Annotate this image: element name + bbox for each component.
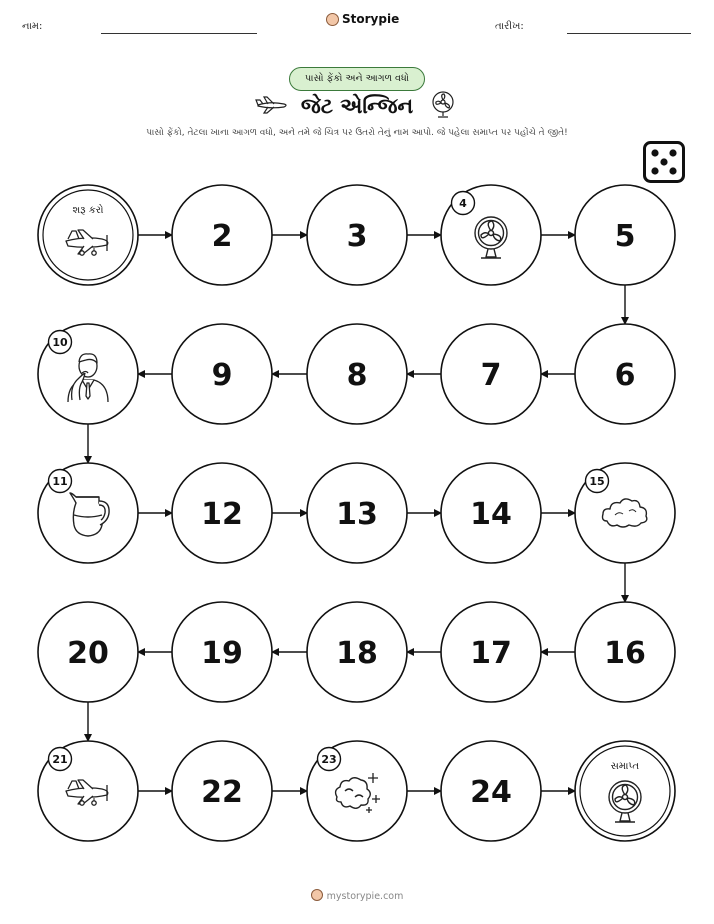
finish-label: સમાપ્ત — [610, 761, 640, 772]
board-cell-8[interactable] — [307, 324, 407, 424]
board-cell-15[interactable] — [575, 463, 675, 563]
cell-number: 10 — [52, 336, 68, 349]
board-cell-23[interactable] — [307, 741, 407, 841]
name-label: નામ: — [22, 21, 43, 32]
board-cell-25[interactable] — [575, 741, 675, 841]
cell-number: 16 — [604, 636, 646, 671]
cell-number: 14 — [470, 497, 512, 532]
board-cell-18[interactable] — [307, 602, 407, 702]
cell-number: 18 — [336, 636, 378, 671]
cell-number: 12 — [201, 497, 243, 532]
cell-number: 8 — [346, 358, 368, 393]
board-cell-20[interactable] — [38, 602, 138, 702]
brand-name: Storypie — [342, 12, 400, 26]
cell-number: 7 — [480, 358, 502, 393]
cell-number: 4 — [459, 197, 467, 210]
board-cell-2[interactable] — [172, 185, 272, 285]
cell-number: 23 — [321, 753, 337, 766]
cell-number: 6 — [614, 358, 636, 393]
board-cell-24[interactable] — [441, 741, 541, 841]
footer — [0, 889, 714, 902]
cell-number: 17 — [470, 636, 512, 671]
start-label: શરૂ કરો — [72, 205, 104, 216]
board-cell-9[interactable] — [172, 324, 272, 424]
cell-number: 19 — [201, 636, 243, 671]
board-cell-12[interactable] — [172, 463, 272, 563]
page-title: જેટ એન્જિન — [300, 94, 414, 118]
cell-number: 20 — [67, 636, 109, 671]
cell-number: 2 — [211, 219, 233, 254]
footer-url[interactable]: mystorypie.com — [326, 891, 404, 902]
board-cell-1[interactable] — [38, 185, 138, 285]
board-cell-19[interactable] — [172, 602, 272, 702]
board-cell-22[interactable] — [172, 741, 272, 841]
cell-number: 9 — [211, 358, 233, 393]
cell-number: 15 — [589, 475, 605, 488]
instructions: પાસો ફેંકો, તેટલા ખાના આગળ વધો, અને તમે જે ચિત્ર પર ઉતરો તેનું નામ આપો. જે પહેલા સમાપ્ત પર પહોંચે તે જીતે! — [146, 128, 568, 138]
board-cell-5[interactable] — [575, 185, 675, 285]
cell-number: 24 — [470, 775, 512, 810]
board-cell-3[interactable] — [307, 185, 407, 285]
board-cell-4[interactable] — [441, 185, 541, 285]
board-cell-6[interactable] — [575, 324, 675, 424]
game-badge: પાસો ફેંકો અને આગળ વધો — [289, 67, 425, 91]
board-cell-17[interactable] — [441, 602, 541, 702]
cell-number: 21 — [52, 753, 68, 766]
board-cell-13[interactable] — [307, 463, 407, 563]
cell-number: 11 — [52, 475, 68, 488]
board-cell-21[interactable] — [38, 741, 138, 841]
cell-number: 3 — [346, 219, 368, 254]
board-cell-14[interactable] — [441, 463, 541, 563]
footer-mascot-icon — [311, 889, 323, 901]
board-cell-11[interactable] — [38, 463, 138, 563]
cell-number: 13 — [336, 497, 378, 532]
board-cell-10[interactable] — [38, 324, 138, 424]
board-cell-16[interactable] — [575, 602, 675, 702]
cell-number: 5 — [614, 219, 636, 254]
board-cell-7[interactable] — [441, 324, 541, 424]
cell-number: 22 — [201, 775, 243, 810]
date-label: તારીખ: — [495, 21, 524, 32]
